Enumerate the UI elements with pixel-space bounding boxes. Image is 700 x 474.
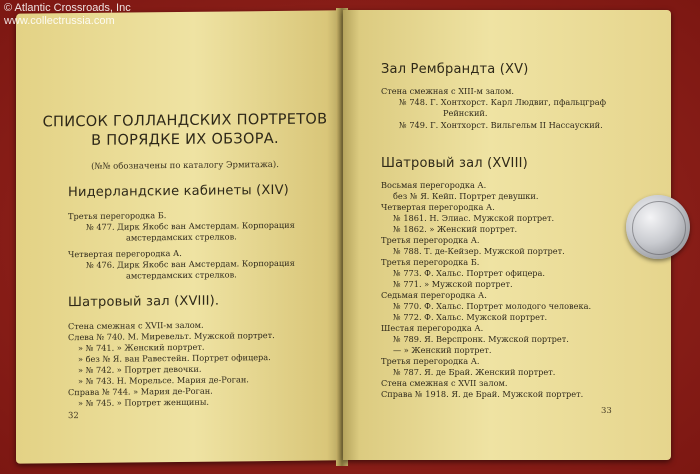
text-line: Стена смежная с XVII залом. (381, 378, 508, 388)
text-line: Седьмая перегородка А. (381, 290, 487, 300)
text-line: Четвертая перегородка А. (381, 202, 495, 212)
text-line: Справа № 744. » Мария де-Роган. (68, 385, 213, 398)
watermark-line-1: © Atlantic Crossroads, Inc (4, 2, 131, 14)
text-line: Слева № 740. М. Миревельт. Мужской портрет. (68, 329, 275, 343)
section-heading-tent-hall: Шатровый зал (XVIII). (68, 293, 220, 311)
text-line: № 772. Ф. Хальс. Мужской портрет. (393, 312, 548, 322)
copyright-watermark (4, 2, 304, 28)
text-line: Третья перегородка А. (381, 235, 480, 245)
text-line: № 748. Г. Хонтхорст. Карл Людвиг, пфальцграф (399, 97, 606, 107)
text-line: Стена смежная с XIII-м залом. (381, 86, 514, 96)
text-line: » № 742. » Портрет девочки. (78, 363, 202, 376)
coin-scale-reference (626, 195, 690, 259)
text-line: № 476. Дирк Якобс ван Амстердам. Корпорация (86, 257, 295, 270)
text-line: Третья перегородка Б. (68, 210, 167, 222)
text-line: Третья перегородка Б. (381, 257, 480, 267)
text-line: № 789. Я. Верспронк. Мужской портрет. (393, 334, 569, 344)
catalog-note: (№№ обозначены по каталогу Эрмитажа). (91, 159, 279, 172)
text-line: Четвертая перегородка А. (68, 247, 182, 260)
text-line: Шестая перегородка А. (381, 323, 484, 333)
section-heading-netherlands-cabinets: Нидерландские кабинеты (XIV) (68, 182, 289, 201)
text-line: — » Женский портрет. (393, 345, 492, 355)
text-line: Восьмая перегородка А. (381, 180, 487, 190)
text-line: Справа № 1918. Я. де Брай. Мужской портрет. (381, 389, 584, 399)
text-line: » без № Я. ван Равестейн. Портрет офицера. (78, 352, 271, 365)
text-line: » № 745. » Портрет женщины. (78, 396, 209, 409)
text-line: Третья перегородка А. (381, 356, 480, 366)
text-line: № 788. Т. де-Кейзер. Мужской портрет. (393, 246, 565, 256)
text-line: № 1862. » Женский портрет. (393, 224, 518, 234)
text-line: № 771. » Мужской портрет. (393, 279, 513, 289)
watermark-line-2: www.collectrussia.com (4, 15, 115, 27)
page-number-right: 33 (601, 406, 612, 416)
text-line: амстердамских стрелков. (126, 269, 237, 281)
text-line: № 787. Я. де Брай. Женский портрет. (393, 367, 556, 377)
page-number-left: 32 (68, 411, 79, 422)
coin-rim (632, 201, 686, 255)
right-page (343, 10, 671, 460)
text-line: № 773. Ф. Хальс. Портрет офицера. (393, 268, 546, 278)
left-page (16, 10, 340, 463)
text-line: № 770. Ф. Хальс. Портрет молодого человека. (393, 301, 592, 311)
list-title-line-2: В ПОРЯДКЕ ИХ ОБЗОРА. (91, 130, 279, 149)
text-line: » № 741. » Женский портрет. (78, 341, 205, 354)
text-line: Стена смежная с XVII-м залом. (68, 319, 204, 332)
list-title-line-1: СПИСОК ГОЛЛАНДСКИХ ПОРТРЕТОВ (42, 111, 328, 131)
text-line: № 1861. Н. Элиас. Мужской портрет. (393, 213, 555, 223)
section-heading-rembrandt-hall: Зал Рембрандта (XV) (381, 62, 529, 77)
text-line: без № Я. Кейп. Портрет девушки. (393, 191, 539, 201)
section-heading-tent-hall: Шатровый зал (XVIII) (381, 156, 528, 171)
text-line: » № 743. Н. Морельсе. Мария де-Роган. (78, 374, 249, 387)
text-line: № 749. Г. Хонтхорст. Вильгельм II Нассауский. (399, 120, 603, 130)
text-line: амстердамских стрелков. (126, 231, 237, 243)
text-line: Рейнский. (443, 108, 488, 118)
text-line: № 477. Дирк Якобс ван Амстердам. Корпорация (86, 219, 295, 232)
